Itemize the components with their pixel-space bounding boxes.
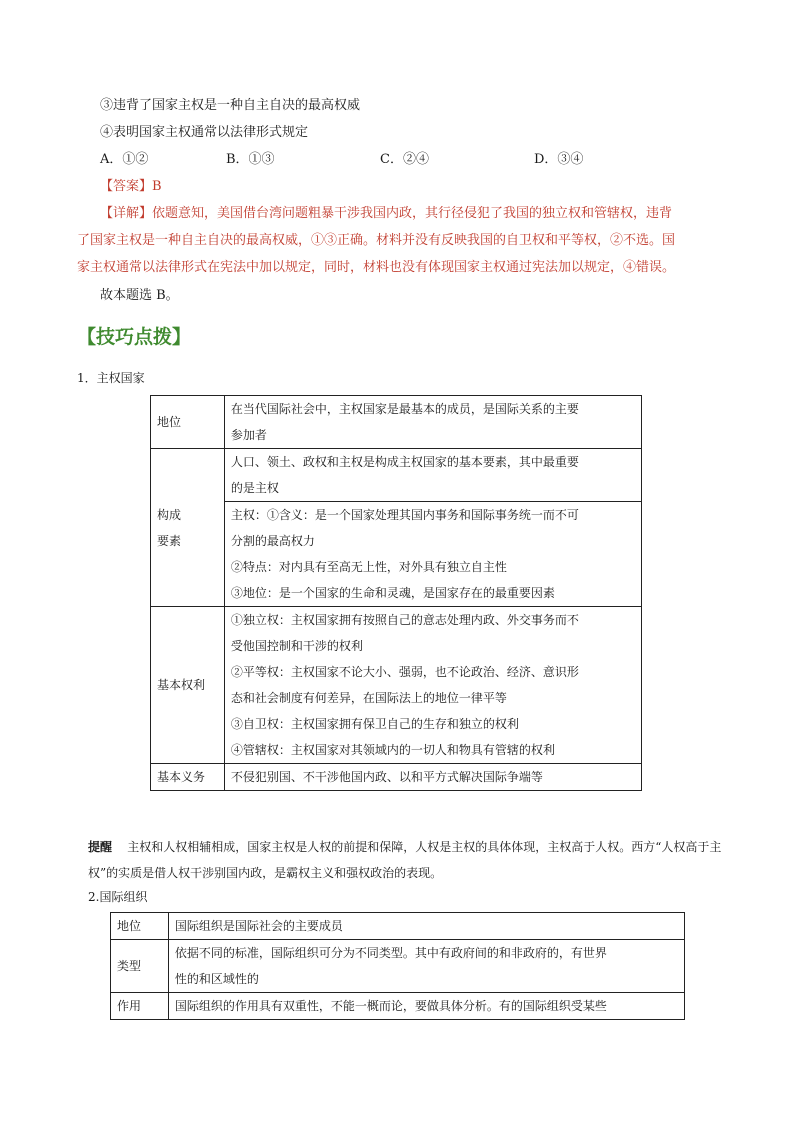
row-content-status: 国际组织是国际社会的主要成员 xyxy=(168,913,684,940)
tips-title: 【技巧点拨】 xyxy=(77,326,192,348)
row-label-type: 类型 xyxy=(111,940,169,993)
table-row xyxy=(111,940,685,993)
cell-line: ③地位：是一个国家的生命和灵魂，是国家存在的最重要因素 xyxy=(230,586,555,600)
choice-c: C．②④ xyxy=(380,152,429,167)
row-content-status xyxy=(224,396,641,449)
intl-org-table xyxy=(110,912,685,1020)
row-label-role: 作用 xyxy=(111,993,169,1020)
conclusion-line: 故本题选 B。 xyxy=(100,288,179,303)
choice-a: A．①② xyxy=(100,152,149,167)
cell-line: 的是主权 xyxy=(230,481,279,495)
row-label-duties: 基本义务 xyxy=(151,764,225,791)
row-content-role: 国际组织的作用具有双重性，不能一概而论，要做具体分析。有的国际组织受某些 xyxy=(168,993,684,1020)
cell-line: 受他国控制和干涉的权利 xyxy=(230,639,363,653)
sovereign-state-table xyxy=(150,395,642,791)
answer-line xyxy=(100,178,162,196)
cell-line: 态和社会制度有何差异，在国际法上的地位一律平等 xyxy=(230,691,507,705)
label-line: 要素 xyxy=(157,533,182,548)
elements-summary xyxy=(225,449,641,502)
section2-title: 2.国际组织 xyxy=(88,890,148,904)
cell-line: 主权：①含义：是一个国家处理其国内事务和国际事务统一而不可 xyxy=(230,508,579,522)
cell-line: ②平等权：主权国家不论大小、强弱，也不论政治、经济、意识形 xyxy=(230,665,579,679)
reminder-label: 提醒 xyxy=(88,840,113,854)
answer-value: B xyxy=(152,179,162,194)
detail-label: 【详解】 xyxy=(100,206,153,221)
table-row xyxy=(111,993,685,1020)
row-content-rights xyxy=(224,607,641,764)
choice-d: D．③④ xyxy=(534,152,584,167)
cell-line: 性的和区域性的 xyxy=(174,972,259,986)
table-row xyxy=(111,913,685,940)
cell-line: 分割的最高权力 xyxy=(230,534,315,548)
row-content-type xyxy=(168,940,684,993)
reminder-text: 主权和人权相辅相成，国家主权是人权的前提和保障，人权是主权的具体体现，主权高于人权。西方“人权高于主权”的实质是借人权干涉别国内政，是霸权主义和强权政治的表现。 xyxy=(88,840,722,880)
section1-title: 1．主权国家 xyxy=(77,371,145,385)
row-label-rights: 基本权利 xyxy=(151,607,225,764)
detail-line-2: 了国家主权是一种自主自决的最高权威，①③正确。材料并没有反映我国的自卫权和平等权，②不选。国 xyxy=(77,233,676,248)
reminder-note xyxy=(88,834,728,886)
cell-line: 人口、领土、政权和主权是构成主权国家的基本要素，其中最重要 xyxy=(230,455,579,469)
cell-line: 在当代国际社会中，主权国家是最基本的成员，是国际关系的主要 xyxy=(230,402,579,416)
table-row xyxy=(151,396,642,449)
table-row xyxy=(151,449,642,607)
detail-text-1: 依题意知，美国借台湾问题粗暴干涉我国内政，其行径侵犯了我国的独立权和管辖权，违背 xyxy=(152,206,673,221)
cell-line: 依据不同的标准，国际组织可分为不同类型。其中有政府间的和非政府的，有世界 xyxy=(174,946,607,960)
row-label-status: 地位 xyxy=(151,396,225,449)
elements-sovereignty xyxy=(225,502,641,606)
cell-line: 参加者 xyxy=(230,428,267,442)
detail-line-3: 家主权通常以法律形式在宪法中加以规定，同时，材料也没有体现国家主权通过宪法加以规定，④错误。 xyxy=(77,260,676,275)
cell-line: ②特点：对内具有至高无上性，对外具有独立自主性 xyxy=(230,560,507,574)
answer-label: 【答案】 xyxy=(100,179,153,194)
row-content-duties: 不侵犯别国、不干涉他国内政、以和平方式解决国际争端等 xyxy=(224,764,641,791)
cell-line: ④管辖权：主权国家对其领域内的一切人和物具有管辖的权利 xyxy=(230,743,555,757)
row-content-elements xyxy=(224,449,641,607)
cell-line: ③自卫权：主权国家拥有保卫自己的生存和独立的权利 xyxy=(230,717,519,731)
table-row xyxy=(151,607,642,764)
detail-line-1 xyxy=(100,205,672,223)
row-label-status: 地位 xyxy=(111,913,169,940)
label-line: 构成 xyxy=(157,507,182,522)
row-label-elements xyxy=(151,449,225,607)
choice-b: B．①③ xyxy=(226,152,275,167)
option-statement-4: ④表明国家主权通常以法律形式规定 xyxy=(100,125,309,140)
cell-line: ①独立权：主权国家拥有按照自己的意志处理内政、外交事务而不 xyxy=(230,613,579,627)
table-row xyxy=(151,764,642,791)
option-statement-3: ③违背了国家主权是一种自主自决的最高权威 xyxy=(100,98,361,113)
